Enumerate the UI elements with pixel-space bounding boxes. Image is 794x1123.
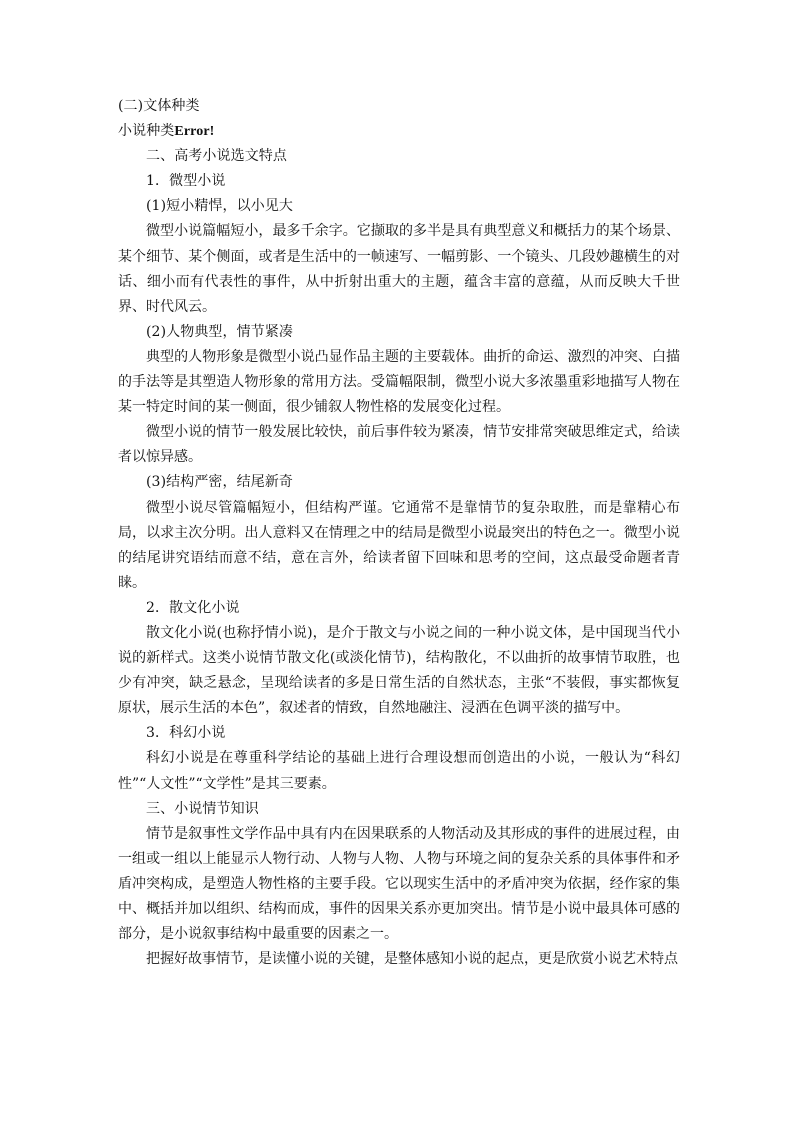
micro-sub2-paragraph-2: 微型小说的情节一般发展比较快，前后事件较为紧凑，情节安排常突破思维定式，给读者以惊异感。 [118, 424, 680, 466]
novel-types-label: 小说种类 [118, 123, 175, 140]
scifi-novel-title: 3．科幻小说 [146, 725, 226, 742]
micro-novel-title: 1．微型小说 [146, 173, 226, 190]
micro-sub1-paragraph: 微型小说篇幅短小，最多千余字。它撷取的多半是具有典型意义和概括力的某个场景、某个细节、某个侧面，或者是生活中的一帧速写、一幅剪影、一个镜头、几段妙趣横生的对话、细小而有代表性的事件，从中折射出重大的主题，蕴含丰富的意蕴，从而反映大千世界、时代风云。 [118, 223, 680, 315]
section-title-genre: (二)文体种类 [118, 98, 200, 114]
plot-paragraph-1: 情节是叙事性文学作品中具有内在因果联系的人物活动及其形成的事件的进展过程，由一组或一组以上能显示人物行动、人物与人物、人物与环境之间的复杂关系的具体事件和矛盾冲突构成，是塑造人物性格的主要手段。它以现实生活中的矛盾冲突为依据，经作家的集中、概括并加以组织、结构而成，事件的因果关系亦更加突出。情节是小说中最具体可感的部分，是小说叙事结构中最重要的因素之一。 [118, 825, 680, 943]
heading-plot-knowledge: 三、小说情节知识 [146, 800, 259, 817]
prose-novel-title: 2．散文化小说 [146, 599, 240, 616]
scifi-novel-paragraph: 科幻小说是在尊重科学结论的基础上进行合理设想而创造出的小说，一般认为“科幻性”“人文性”“文学性”是其三要素。 [118, 750, 680, 792]
prose-novel-paragraph: 散文化小说(也称抒情小说)，是介于散文与小说之间的一种小说文体，是中国现当代小说的新样式。这类小说情节散文化(或淡化情节)，结构散化，不以曲折的故事情节取胜，也少有冲突，缺乏悬念，呈现给读者的多是日常生活的自然状态，主张“不装假，事实都恢复原状，展示生活的本色”，叙述者的情致，自然地融注、浸洒在色调平淡的描写中。 [118, 624, 680, 717]
novel-types-line [118, 119, 680, 144]
plot-paragraph-2: 把握好故事情节，是读懂小说的关键，是整体感知小说的起点，更是欣赏小说艺术特点 [146, 951, 678, 968]
micro-sub1-title: (1)短小精悍，以小见大 [146, 198, 294, 215]
micro-sub3-title: (3)结构严密，结尾新奇 [146, 474, 294, 491]
error-field-text: Error! [174, 124, 215, 140]
micro-sub2-paragraph-1: 典型的人物形象是微型小说凸显作品主题的主要载体。曲折的命运、激烈的冲突、白描的手法等是其塑造人物形象的常用方法。受篇幅限制，微型小说大多浓墨重彩地描写人物在某一特定时间的某一侧面，很少铺叙人物性格的发展变化过程。 [118, 348, 680, 416]
micro-sub2-title: (2)人物典型，情节紧凑 [146, 323, 294, 340]
document-page [118, 94, 680, 972]
micro-sub3-paragraph: 微型小说尽管篇幅短小，但结构严谨。它通常不是靠情节的复杂取胜，而是靠精心布局，以求主次分明。出人意料又在情理之中的结局是微型小说最突出的特色之一。微型小说的结尾讲究语结而意不结，意在言外，给读者留下回味和思考的空间，这点最受命题者青睐。 [118, 499, 680, 591]
heading-exam-features: 二、高考小说选文特点 [146, 148, 287, 165]
